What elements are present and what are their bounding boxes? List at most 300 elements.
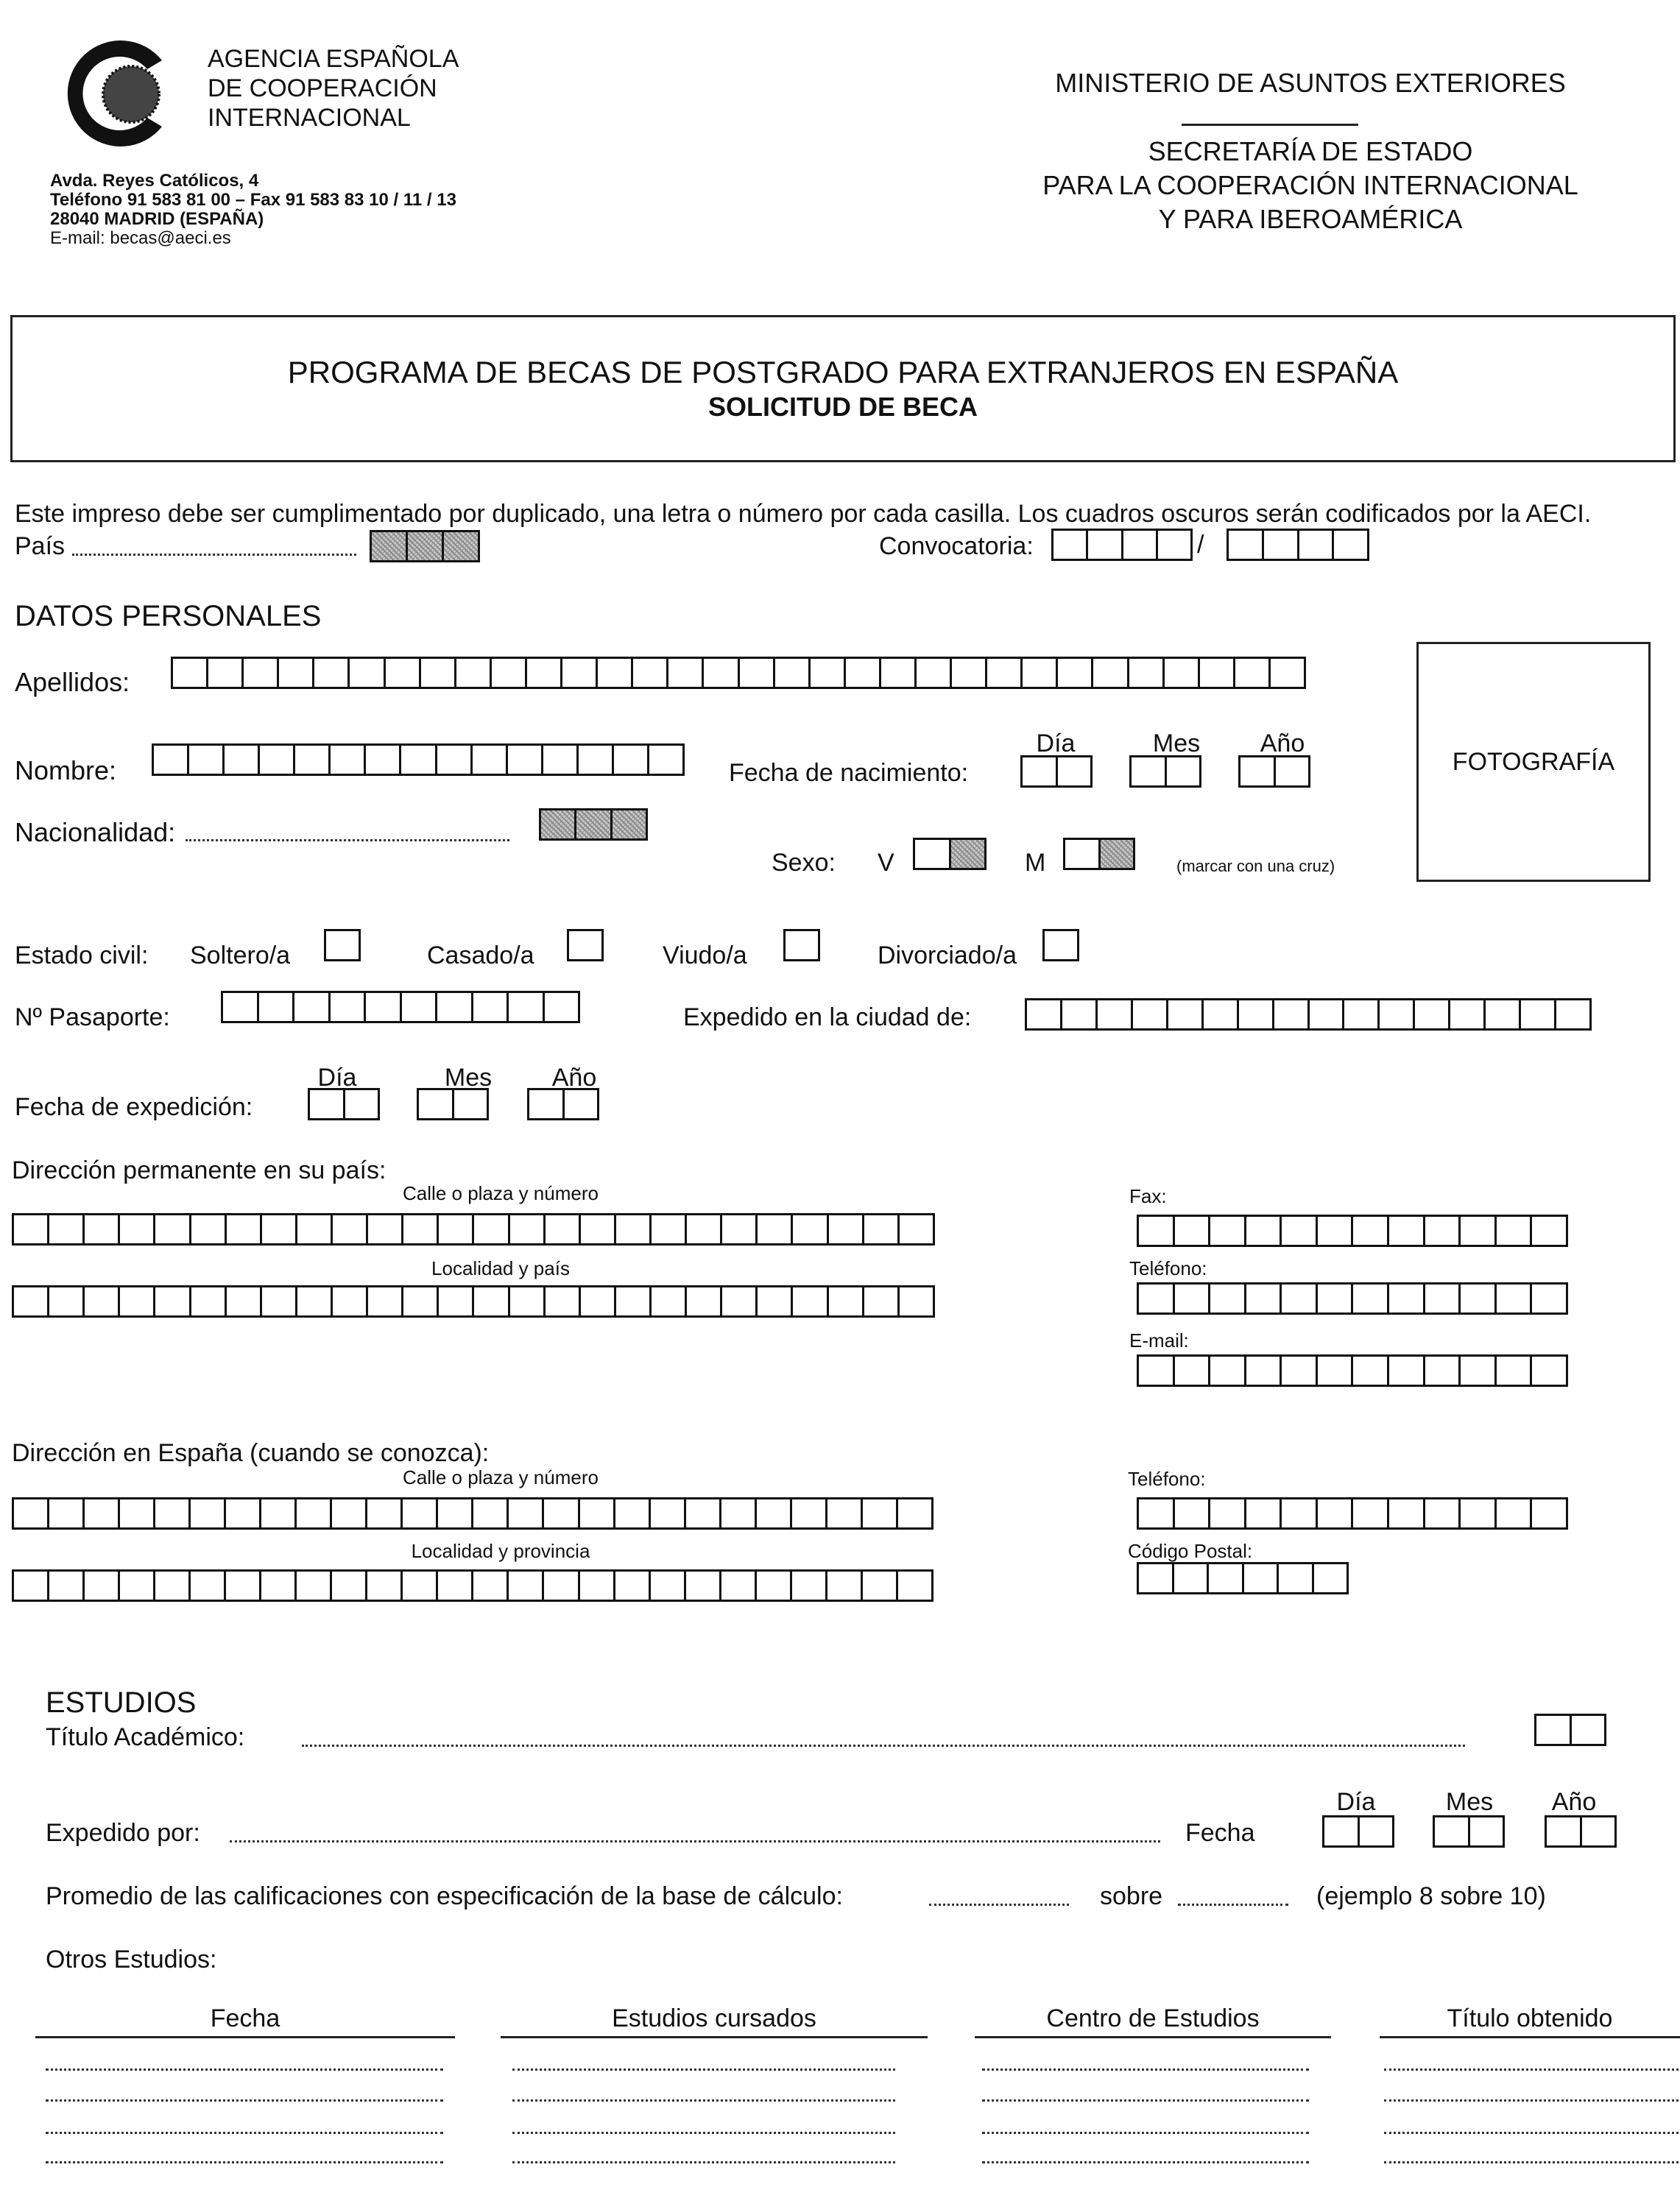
char-cell[interactable]	[633, 659, 668, 687]
codigo-postal-boxes[interactable]	[1137, 1562, 1349, 1594]
char-cell[interactable]	[262, 1215, 297, 1243]
char-cell[interactable]	[14, 1572, 49, 1600]
char-cell[interactable]	[297, 1287, 333, 1315]
char-cell[interactable]	[616, 1287, 652, 1315]
char-cell[interactable]	[1572, 1716, 1605, 1744]
char-cell[interactable]	[85, 1287, 120, 1315]
char-cell[interactable]	[120, 1287, 155, 1315]
char-cell[interactable]	[1167, 757, 1200, 785]
char-cell[interactable]	[704, 659, 739, 687]
char-cell[interactable]	[1282, 1357, 1318, 1385]
char-cell[interactable]	[1353, 1285, 1389, 1312]
char-cell[interactable]	[1168, 1000, 1204, 1028]
char-cell[interactable]	[49, 1572, 85, 1600]
char-cell[interactable]	[260, 746, 295, 774]
char-cell[interactable]	[827, 1499, 863, 1527]
char-cell[interactable]	[1532, 1285, 1566, 1312]
otros-estudios-line[interactable]	[982, 2132, 1309, 2134]
char-cell[interactable]	[1532, 1499, 1566, 1527]
char-cell[interactable]	[473, 993, 509, 1021]
char-cell[interactable]	[14, 1499, 49, 1527]
char-cell[interactable]	[1098, 1000, 1133, 1028]
char-cell[interactable]	[350, 659, 385, 687]
char-cell[interactable]	[1556, 1000, 1589, 1028]
char-cell[interactable]	[1344, 1000, 1380, 1028]
char-cell[interactable]	[616, 1215, 652, 1243]
char-cell[interactable]	[473, 746, 508, 774]
otros-estudios-line[interactable]	[1384, 2132, 1679, 2134]
char-cell[interactable]	[864, 1215, 900, 1243]
char-cell[interactable]	[1282, 1499, 1318, 1527]
char-cell[interactable]	[1062, 1000, 1098, 1028]
char-cell[interactable]	[155, 1572, 191, 1600]
char-cell[interactable]	[1244, 1564, 1280, 1592]
char-cell[interactable]	[366, 993, 402, 1021]
otros-estudios-line[interactable]	[512, 2132, 895, 2134]
char-cell[interactable]	[687, 1215, 722, 1243]
char-cell[interactable]	[1132, 757, 1167, 785]
char-cell[interactable]	[580, 1572, 615, 1600]
char-cell[interactable]	[917, 659, 952, 687]
titulo-code-boxes[interactable]	[1534, 1714, 1606, 1746]
sexo-m-box[interactable]	[1063, 838, 1135, 870]
char-cell[interactable]	[562, 659, 598, 687]
char-cell[interactable]	[1521, 1000, 1556, 1028]
char-cell[interactable]	[686, 1499, 721, 1527]
char-cell[interactable]	[191, 1572, 226, 1600]
char-cell[interactable]	[227, 1215, 262, 1243]
char-cell[interactable]	[191, 1499, 226, 1527]
char-cell[interactable]	[1023, 757, 1058, 785]
char-cell[interactable]	[331, 993, 367, 1021]
telefono-esp-boxes[interactable]	[1137, 1497, 1568, 1530]
soltero-checkbox[interactable]	[324, 929, 361, 961]
char-cell[interactable]	[1246, 1285, 1282, 1312]
char-cell[interactable]	[565, 1090, 598, 1118]
localidad-pais-boxes[interactable]	[12, 1285, 935, 1318]
char-cell[interactable]	[1318, 1217, 1354, 1245]
char-cell[interactable]	[1174, 1564, 1210, 1592]
otros-estudios-line[interactable]	[982, 2068, 1309, 2071]
char-cell[interactable]	[223, 993, 259, 1021]
char-cell[interactable]	[527, 659, 562, 687]
char-cell[interactable]	[651, 1499, 686, 1527]
char-cell[interactable]	[509, 993, 545, 1021]
char-cell[interactable]	[191, 1287, 227, 1315]
char-cell[interactable]	[49, 1215, 85, 1243]
nacimiento-dia-boxes[interactable]	[1020, 755, 1093, 788]
char-cell[interactable]	[546, 1287, 581, 1315]
char-cell[interactable]	[1209, 1564, 1244, 1592]
char-cell[interactable]	[1235, 659, 1271, 687]
calle-perm-boxes[interactable]	[12, 1213, 935, 1246]
char-cell[interactable]	[474, 1215, 509, 1243]
char-cell[interactable]	[898, 1572, 931, 1600]
char-cell[interactable]	[49, 1499, 85, 1527]
char-cell[interactable]	[652, 1287, 687, 1315]
titulo-academico-dots[interactable]	[302, 1745, 1465, 1747]
char-cell[interactable]	[863, 1572, 898, 1600]
char-cell[interactable]	[1461, 1357, 1497, 1385]
char-cell[interactable]	[1324, 1817, 1360, 1845]
char-cell[interactable]	[1271, 659, 1304, 687]
char-cell[interactable]	[1210, 1285, 1246, 1312]
char-cell[interactable]	[367, 1572, 403, 1600]
char-cell[interactable]	[545, 993, 579, 1021]
char-cell[interactable]	[473, 1572, 509, 1600]
char-cell[interactable]	[649, 746, 682, 774]
char-cell[interactable]	[1415, 1000, 1450, 1028]
char-cell[interactable]	[687, 1287, 722, 1315]
char-cell[interactable]	[614, 746, 649, 774]
char-cell[interactable]	[740, 659, 775, 687]
char-cell[interactable]	[331, 746, 366, 774]
char-cell[interactable]	[1133, 1000, 1168, 1028]
convocatoria-boxes-2[interactable]	[1227, 529, 1369, 561]
char-cell[interactable]	[758, 1215, 793, 1243]
char-cell[interactable]	[579, 746, 614, 774]
char-cell[interactable]	[403, 1572, 438, 1600]
char-cell[interactable]	[155, 1215, 191, 1243]
char-cell[interactable]	[310, 1090, 345, 1118]
email-boxes[interactable]	[1137, 1354, 1568, 1387]
char-cell[interactable]	[120, 1499, 155, 1527]
char-cell[interactable]	[881, 659, 917, 687]
char-cell[interactable]	[1497, 1499, 1533, 1527]
char-cell[interactable]	[294, 993, 331, 1021]
otros-estudios-line[interactable]	[512, 2099, 895, 2102]
char-cell[interactable]	[546, 1215, 581, 1243]
char-cell[interactable]	[1547, 1817, 1582, 1845]
char-cell[interactable]	[155, 1287, 191, 1315]
expedicion-dia-boxes[interactable]	[308, 1088, 380, 1120]
char-cell[interactable]	[225, 746, 260, 774]
otros-estudios-line[interactable]	[1384, 2068, 1679, 2071]
char-cell[interactable]	[668, 659, 704, 687]
casado-checkbox[interactable]	[567, 929, 604, 961]
char-cell[interactable]	[85, 1215, 120, 1243]
fax-boxes[interactable]	[1137, 1215, 1568, 1247]
char-cell[interactable]	[1532, 1357, 1566, 1385]
char-cell[interactable]	[1389, 1285, 1425, 1312]
char-cell[interactable]	[1318, 1499, 1354, 1527]
char-cell[interactable]	[244, 659, 279, 687]
char-cell[interactable]	[208, 659, 244, 687]
otros-estudios-line[interactable]	[1384, 2099, 1679, 2102]
char-cell[interactable]	[1210, 1357, 1246, 1385]
char-cell[interactable]	[120, 1215, 155, 1243]
char-cell[interactable]	[510, 1215, 546, 1243]
char-cell[interactable]	[1582, 1817, 1615, 1845]
char-cell[interactable]	[403, 1287, 439, 1315]
char-cell[interactable]	[652, 1215, 687, 1243]
char-cell[interactable]	[827, 1572, 863, 1600]
char-cell[interactable]	[368, 1287, 403, 1315]
char-cell[interactable]	[1532, 1217, 1566, 1245]
char-cell[interactable]	[403, 1499, 438, 1527]
estudios-ano-boxes[interactable]	[1545, 1815, 1617, 1848]
char-cell[interactable]	[261, 1499, 297, 1527]
char-cell[interactable]	[1389, 1499, 1425, 1527]
localidad-provincia-boxes[interactable]	[12, 1569, 933, 1602]
char-cell[interactable]	[721, 1499, 757, 1527]
char-cell[interactable]	[191, 1215, 227, 1243]
char-cell[interactable]	[1486, 1000, 1521, 1028]
char-cell[interactable]	[1425, 1357, 1461, 1385]
char-cell[interactable]	[1210, 1217, 1246, 1245]
char-cell[interactable]	[1175, 1357, 1211, 1385]
char-cell[interactable]	[438, 1572, 473, 1600]
char-cell[interactable]	[544, 1572, 579, 1600]
char-cell[interactable]	[295, 746, 331, 774]
char-cell[interactable]	[580, 1499, 615, 1527]
char-cell[interactable]	[1200, 659, 1235, 687]
char-cell[interactable]	[757, 1572, 792, 1600]
char-cell[interactable]	[1204, 1000, 1239, 1028]
char-cell[interactable]	[474, 1287, 509, 1315]
char-cell[interactable]	[314, 659, 350, 687]
char-cell[interactable]	[1425, 1217, 1461, 1245]
char-cell[interactable]	[1389, 1357, 1425, 1385]
char-cell[interactable]	[1318, 1285, 1354, 1312]
char-cell[interactable]	[1129, 659, 1165, 687]
char-cell[interactable]	[1497, 1357, 1533, 1385]
char-cell[interactable]	[492, 659, 527, 687]
char-cell[interactable]	[1175, 1285, 1211, 1312]
char-cell[interactable]	[543, 746, 579, 774]
char-cell[interactable]	[1023, 659, 1058, 687]
otros-estudios-line[interactable]	[982, 2161, 1309, 2163]
char-cell[interactable]	[85, 1572, 120, 1600]
char-cell[interactable]	[1380, 1000, 1415, 1028]
char-cell[interactable]	[651, 1572, 686, 1600]
char-cell[interactable]	[829, 1287, 864, 1315]
expedicion-mes-boxes[interactable]	[417, 1088, 489, 1120]
char-cell[interactable]	[1282, 1217, 1318, 1245]
char-cell[interactable]	[1175, 1499, 1211, 1527]
otros-estudios-line[interactable]	[46, 2161, 443, 2163]
char-cell[interactable]	[846, 659, 881, 687]
char-cell[interactable]	[1425, 1499, 1461, 1527]
char-cell[interactable]	[259, 993, 295, 1021]
char-cell[interactable]	[1058, 757, 1091, 785]
char-cell[interactable]	[439, 1287, 474, 1315]
nacimiento-ano-boxes[interactable]	[1238, 755, 1310, 788]
char-cell[interactable]	[508, 746, 543, 774]
otros-estudios-line[interactable]	[1384, 2161, 1679, 2163]
char-cell[interactable]	[1425, 1285, 1461, 1312]
char-cell[interactable]	[1279, 1564, 1314, 1592]
char-cell[interactable]	[1246, 1499, 1282, 1527]
char-cell[interactable]	[900, 1215, 933, 1243]
char-cell[interactable]	[1274, 1000, 1310, 1028]
otros-estudios-line[interactable]	[982, 2099, 1309, 2102]
char-cell[interactable]	[297, 1572, 332, 1600]
char-cell[interactable]	[757, 1499, 792, 1527]
char-cell[interactable]	[615, 1499, 651, 1527]
char-cell[interactable]	[598, 659, 633, 687]
char-cell[interactable]	[1210, 1499, 1246, 1527]
char-cell[interactable]	[510, 1287, 546, 1315]
char-cell[interactable]	[14, 1287, 49, 1315]
char-cell[interactable]	[792, 1499, 827, 1527]
char-cell[interactable]	[332, 1572, 367, 1600]
char-cell[interactable]	[1093, 659, 1129, 687]
char-cell[interactable]	[829, 1215, 864, 1243]
char-cell[interactable]	[473, 1499, 509, 1527]
char-cell[interactable]	[1353, 1499, 1389, 1527]
calle-esp-boxes[interactable]	[12, 1497, 933, 1530]
char-cell[interactable]	[1282, 1285, 1318, 1312]
otros-estudios-line[interactable]	[512, 2068, 895, 2071]
char-cell[interactable]	[262, 1287, 297, 1315]
char-cell[interactable]	[333, 1287, 368, 1315]
char-cell[interactable]	[863, 1499, 898, 1527]
promedio-dots[interactable]	[929, 1904, 1069, 1906]
char-cell[interactable]	[1536, 1716, 1572, 1744]
char-cell[interactable]	[189, 746, 225, 774]
char-cell[interactable]	[226, 1572, 261, 1600]
char-cell[interactable]	[155, 1499, 191, 1527]
char-cell[interactable]	[401, 746, 437, 774]
char-cell[interactable]	[227, 1287, 262, 1315]
char-cell[interactable]	[1239, 1000, 1274, 1028]
char-cell[interactable]	[403, 1215, 439, 1243]
char-cell[interactable]	[1139, 1217, 1175, 1245]
telefono-perm-boxes[interactable]	[1137, 1282, 1568, 1315]
char-cell[interactable]	[581, 1287, 616, 1315]
char-cell[interactable]	[1353, 1357, 1389, 1385]
char-cell[interactable]	[261, 1572, 297, 1600]
char-cell[interactable]	[581, 1215, 616, 1243]
char-cell[interactable]	[1389, 1217, 1425, 1245]
char-cell[interactable]	[952, 659, 987, 687]
char-cell[interactable]	[345, 1090, 378, 1118]
char-cell[interactable]	[173, 659, 208, 687]
char-cell[interactable]	[864, 1287, 900, 1315]
char-cell[interactable]	[1314, 1564, 1347, 1592]
char-cell[interactable]	[1360, 1817, 1393, 1845]
char-cell[interactable]	[226, 1499, 261, 1527]
char-cell[interactable]	[1497, 1285, 1533, 1312]
char-cell[interactable]	[1246, 1357, 1282, 1385]
char-cell[interactable]	[615, 1572, 651, 1600]
otros-estudios-line[interactable]	[512, 2161, 895, 2163]
char-cell[interactable]	[438, 1499, 473, 1527]
char-cell[interactable]	[85, 1499, 120, 1527]
char-cell[interactable]	[1139, 1564, 1174, 1592]
char-cell[interactable]	[722, 1215, 758, 1243]
convocatoria-boxes-1[interactable]	[1051, 529, 1193, 561]
char-cell[interactable]	[721, 1572, 757, 1600]
char-cell[interactable]	[987, 659, 1023, 687]
pasaporte-boxes[interactable]	[221, 991, 580, 1023]
char-cell[interactable]	[437, 746, 473, 774]
char-cell[interactable]	[154, 746, 189, 774]
char-cell[interactable]	[722, 1287, 758, 1315]
sexo-v-box[interactable]	[913, 838, 987, 870]
char-cell[interactable]	[1435, 1817, 1470, 1845]
char-cell[interactable]	[775, 659, 811, 687]
expedido-por-dots[interactable]	[230, 1840, 1160, 1842]
char-cell[interactable]	[1310, 1000, 1345, 1028]
char-cell[interactable]	[297, 1215, 333, 1243]
divorciado-checkbox[interactable]	[1042, 929, 1079, 961]
estudios-mes-boxes[interactable]	[1433, 1815, 1505, 1848]
char-cell[interactable]	[1276, 757, 1309, 785]
char-cell[interactable]	[898, 1499, 931, 1527]
char-cell[interactable]	[402, 993, 438, 1021]
char-cell[interactable]	[793, 1287, 828, 1315]
char-cell[interactable]	[367, 1499, 403, 1527]
char-cell[interactable]	[419, 1090, 454, 1118]
char-cell[interactable]	[1318, 1357, 1354, 1385]
char-cell[interactable]	[1139, 1499, 1175, 1527]
char-cell[interactable]	[509, 1499, 544, 1527]
char-cell[interactable]	[1165, 659, 1200, 687]
char-cell[interactable]	[332, 1499, 367, 1527]
char-cell[interactable]	[368, 1215, 403, 1243]
char-cell[interactable]	[1240, 757, 1276, 785]
char-cell[interactable]	[1139, 1357, 1175, 1385]
char-cell[interactable]	[1461, 1499, 1497, 1527]
char-cell[interactable]	[544, 1499, 579, 1527]
char-cell[interactable]	[456, 659, 492, 687]
char-cell[interactable]	[454, 1090, 487, 1118]
nombre-boxes[interactable]	[152, 743, 685, 776]
expedido-ciudad-boxes[interactable]	[1025, 998, 1592, 1031]
expedicion-ano-boxes[interactable]	[527, 1088, 599, 1120]
otros-estudios-line[interactable]	[46, 2068, 443, 2071]
char-cell[interactable]	[437, 993, 473, 1021]
char-cell[interactable]	[1461, 1217, 1497, 1245]
char-cell[interactable]	[1450, 1000, 1486, 1028]
char-cell[interactable]	[297, 1499, 332, 1527]
char-cell[interactable]	[792, 1572, 827, 1600]
char-cell[interactable]	[1246, 1217, 1282, 1245]
char-cell[interactable]	[1353, 1217, 1389, 1245]
char-cell[interactable]	[758, 1287, 793, 1315]
char-cell[interactable]	[1027, 1000, 1062, 1028]
char-cell[interactable]	[1497, 1217, 1533, 1245]
char-cell[interactable]	[529, 1090, 565, 1118]
char-cell[interactable]	[793, 1215, 828, 1243]
char-cell[interactable]	[14, 1215, 49, 1243]
char-cell[interactable]	[509, 1572, 544, 1600]
char-cell[interactable]	[1175, 1217, 1211, 1245]
nacimiento-mes-boxes[interactable]	[1129, 755, 1201, 788]
char-cell[interactable]	[120, 1572, 155, 1600]
char-cell[interactable]	[900, 1287, 933, 1315]
estudios-dia-boxes[interactable]	[1322, 1815, 1394, 1848]
char-cell[interactable]	[386, 659, 421, 687]
char-cell[interactable]	[279, 659, 314, 687]
char-cell[interactable]	[1470, 1817, 1503, 1845]
sobre-dots[interactable]	[1178, 1904, 1288, 1906]
char-cell[interactable]	[1139, 1285, 1175, 1312]
char-cell[interactable]	[421, 659, 456, 687]
char-cell[interactable]	[1058, 659, 1093, 687]
char-cell[interactable]	[366, 746, 401, 774]
char-cell[interactable]	[333, 1215, 368, 1243]
char-cell[interactable]	[1461, 1285, 1497, 1312]
otros-estudios-line[interactable]	[46, 2132, 443, 2134]
char-cell[interactable]	[439, 1215, 474, 1243]
otros-estudios-line[interactable]	[46, 2099, 443, 2102]
apellidos-boxes[interactable]	[171, 657, 1306, 689]
viudo-checkbox[interactable]	[783, 929, 820, 961]
char-cell[interactable]	[811, 659, 846, 687]
